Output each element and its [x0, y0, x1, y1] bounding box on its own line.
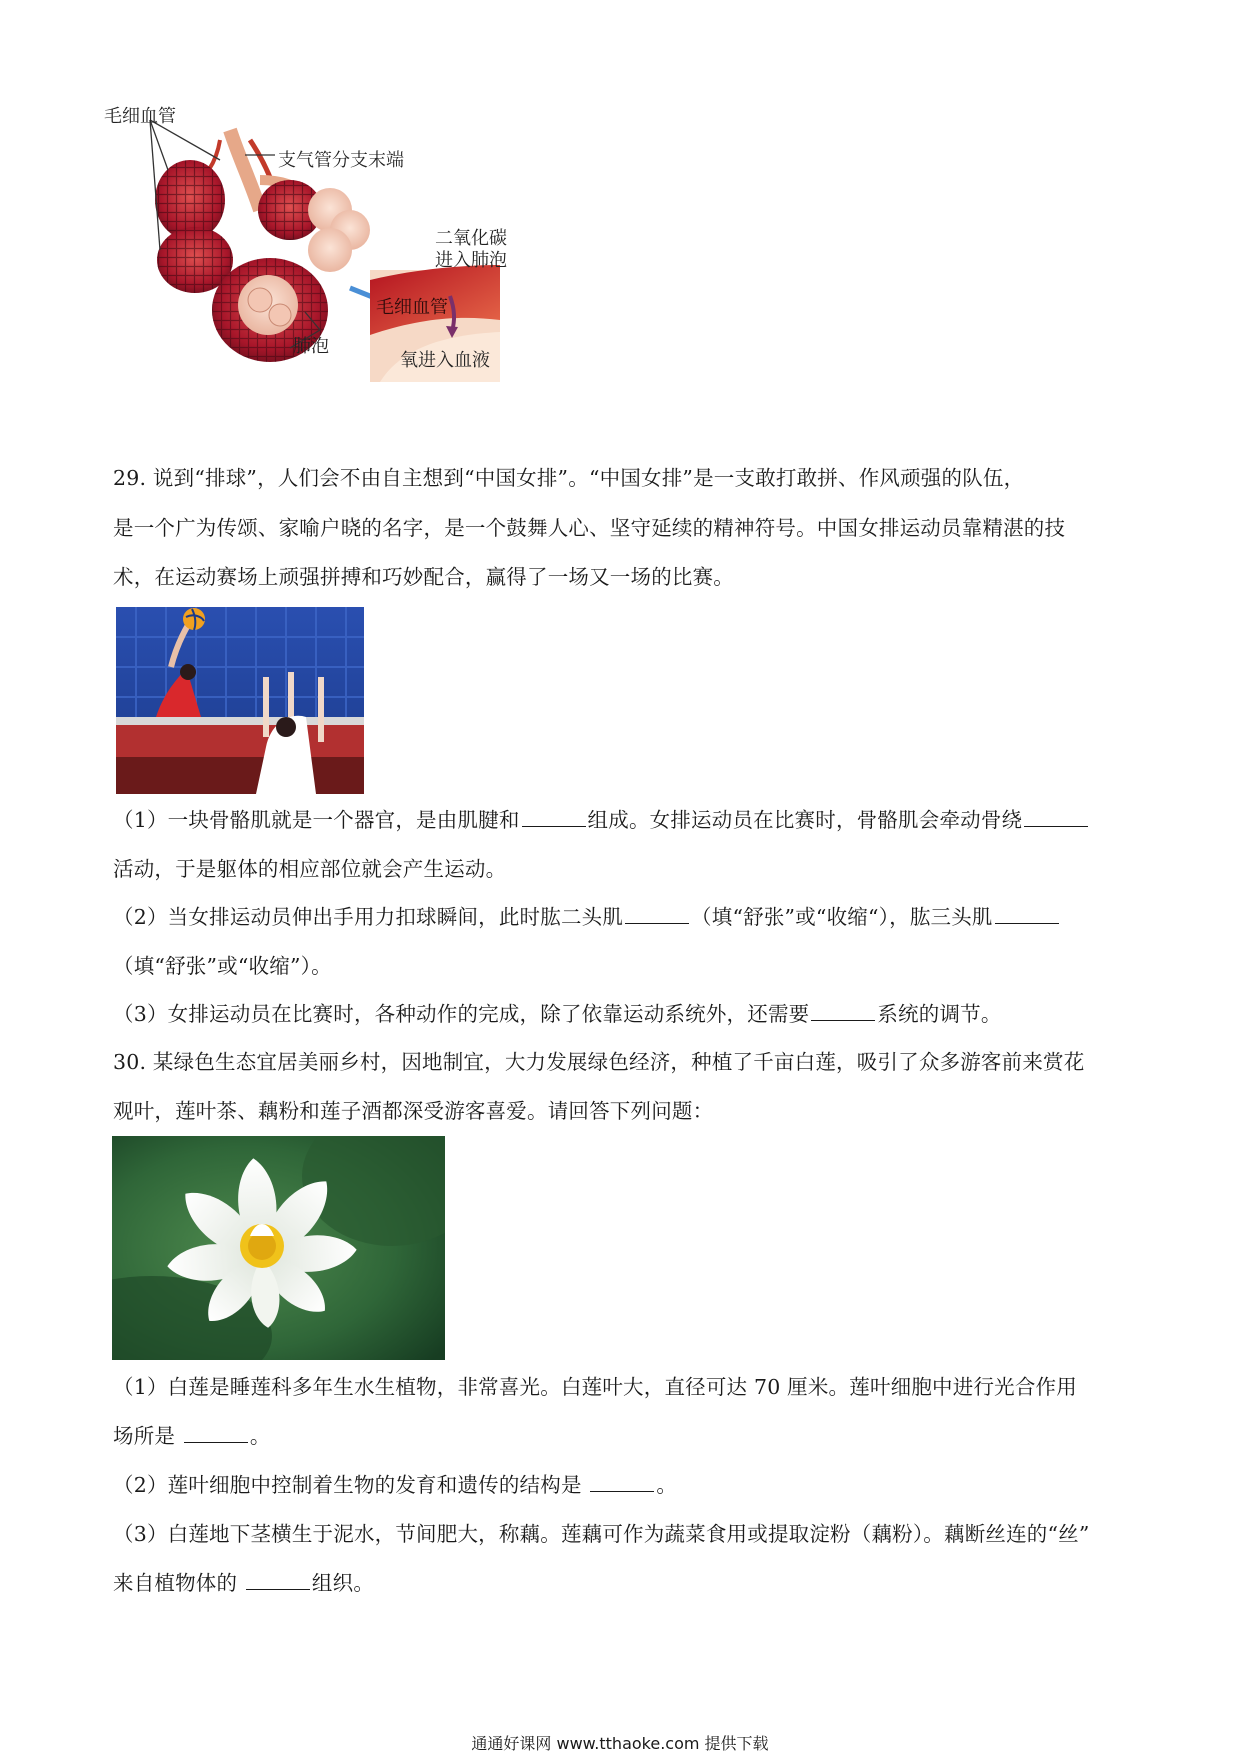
q29-sub3-text-b: 系统的调节。: [877, 1002, 1002, 1026]
q29-sub2-text-b: （填“舒张”或“收缩“），肱三头肌: [691, 905, 993, 929]
q29-sub1-blank-2[interactable]: [1024, 808, 1088, 827]
volleyball-photo: [116, 607, 364, 794]
q29-sub1-text-a: （1）一块骨骼肌就是一个器官，是由肌腱和: [113, 808, 520, 832]
q30-sub1-blank[interactable]: [184, 1424, 248, 1443]
q30-sub3-blank[interactable]: [246, 1571, 310, 1590]
label-capillary-zoom: 毛细血管: [376, 297, 448, 318]
q30-sub1-line-1: （1）白莲是睡莲科多年生水生植物，非常喜光。白莲叶大，直径可达 70 厘米。莲叶细胞中进行光合作用: [113, 1375, 1077, 1399]
label-oxygen-into-blood: 氧进入血液: [400, 350, 490, 371]
lotus-photo: [112, 1136, 445, 1360]
label-capillary: 毛细血管: [104, 106, 176, 127]
q30-intro-line-2: 观叶，莲叶茶、藕粉和莲子酒都深受游客喜爱。请回答下列问题：: [113, 1099, 714, 1123]
label-co2-line2: 进入肺泡: [435, 250, 507, 271]
q30-sub3-text-b: 来自植物体的: [113, 1571, 238, 1595]
q29-sub3-blank[interactable]: [811, 1002, 875, 1021]
q29-intro-line-3: 术，在运动赛场上顽强拼搏和巧妙配合，赢得了一场又一场的比赛。: [113, 565, 734, 589]
q29-sub1-line-1: [113, 807, 1133, 833]
q29-sub2-line-2: （填“舒张”或“收缩”）。: [113, 954, 332, 978]
q29-sub2-blank-2[interactable]: [995, 905, 1059, 924]
label-co2-line1: 二氧化碳: [435, 228, 507, 249]
q30-sub2-text-a: （2）莲叶细胞中控制着生物的发育和遗传的结构是: [113, 1473, 582, 1497]
q30-sub3-line-2: [113, 1570, 1133, 1596]
q29-sub2-line-1: [113, 904, 1133, 930]
alveoli-diagram: [100, 100, 570, 430]
q29-sub2-blank-1[interactable]: [625, 905, 689, 924]
q30-sub2-line: [113, 1472, 1133, 1498]
q29-intro-line-2: 是一个广为传颂、家喻户晓的名字，是一个鼓舞人心、坚守延续的精神符号。中国女排运动员靠精湛的技: [113, 516, 1066, 540]
q30-sub1-line-2: [113, 1423, 1133, 1449]
q30-sub3-text-c: 组织。: [311, 1571, 375, 1595]
q29-sub1-text-b: 组成。女排运动员在比赛时，骨骼肌会牵动骨绕: [587, 808, 1023, 832]
q30-intro-line-1: 30. 某绿色生态宜居美丽乡村，因地制宜，大力发展绿色经济，种植了千亩白莲，吸引了众多游客前来赏花: [113, 1050, 1085, 1074]
q29-sub3-text-a: （3）女排运动员在比赛时，各种动作的完成，除了依靠运动系统外，还需要: [113, 1002, 810, 1026]
page-footer: 通通好课网 www.tthaoke.com 提供下载: [471, 1734, 769, 1753]
q30-sub1-text-b: 场所是: [113, 1424, 176, 1448]
q29-sub1-line-2: 活动，于是躯体的相应部位就会产生运动。: [113, 857, 507, 881]
q29-sub2-text-a: （2）当女排运动员伸出手用力扣球瞬间，此时肱二头肌: [113, 905, 624, 929]
q30-sub2-text-b: 。: [656, 1473, 678, 1497]
label-bronchiole-end: 支气管分支末端: [278, 150, 404, 171]
q30-sub1-text-c: 。: [249, 1424, 271, 1448]
label-alveolus: 肺泡: [293, 336, 329, 357]
q29-intro-line-1: 29. 说到“排球”，人们会不由自主想到“中国女排”。“中国女排”是一支敢打敢拼、作风顽强的队伍，: [113, 466, 1025, 490]
lotus-image: [112, 1136, 445, 1360]
q30-sub2-blank[interactable]: [590, 1473, 654, 1492]
q30-sub3-line-1: （3）白莲地下茎横生于泥水，节间肥大，称藕。莲藕可作为蔬菜食用或提取淀粉（藕粉）。藕断丝连的“丝”: [113, 1522, 1090, 1546]
volleyball-image: [116, 607, 364, 794]
q29-sub3-line: [113, 1001, 1133, 1027]
q29-sub1-blank-1[interactable]: [522, 808, 586, 827]
